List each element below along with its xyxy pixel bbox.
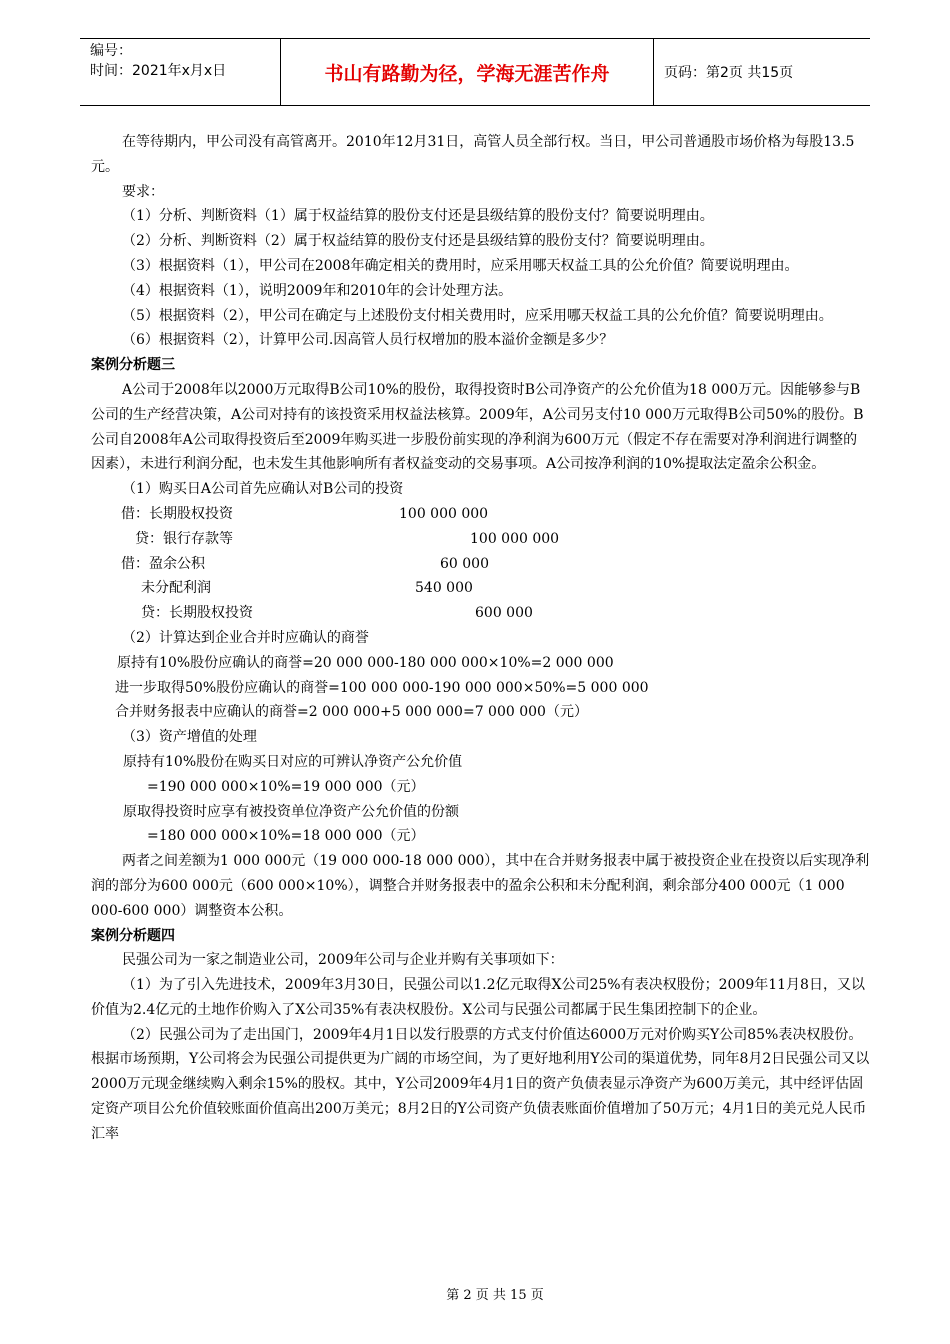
entry-amount: 600 000 (475, 605, 533, 622)
calc-line: =180 000 000×10%=18 000 000（元） (147, 828, 425, 845)
entry-label: 贷：银行存款等 (135, 530, 233, 547)
case4-title: 案例分析题四 (91, 927, 175, 944)
calc-line: 原持有10%股份应确认的商誉=20 000 000-180 000 000×10%=2 000 000 (117, 654, 614, 671)
calc-line: 进一步取得50%股份应确认的商誉=100 000 000-190 000 000×50%=5 000 000 (115, 679, 649, 696)
header-meta (80, 39, 281, 105)
calc-line: =190 000 000×10%=19 000 000（元） (147, 778, 425, 795)
question-3: （3）根据资料（1），甲公司在2008年确定相关的费用时，应采用哪天权益工具的公允价值？简要说明理由。 (122, 257, 799, 274)
case3-title: 案例分析题三 (91, 357, 175, 374)
calc-line: 合并财务报表中应确认的商誉=2 000 000+5 000 000=7 000 000（元） (115, 704, 588, 721)
entry-amount: 100 000 000 (470, 530, 560, 547)
case4-paragraph: （1）为了引入先进技术，2009年3月30日，民强公司以1.2亿元取得X公司25%有表决权股份；2009年11月8日，又以价值为2.4亿元的土地作价购入了X公司35%有表决权股份。X公司与民强公司都属于民生集团控制下的企业。 (91, 977, 865, 1018)
entry-label: 未分配利润 (141, 580, 211, 597)
case4-paragraph: （2）民强公司为了走出国门，2009年4月1日以发行股票的方式支付价值达6000万元对价购买Y公司85%表决权股份。根据市场预期，Y公司将会为民强公司提供更为广阔的市场空间，为了更好地利用Y公司的渠道优势，同年8月2日民强公司又以2000万元现金继续购入剩余15%的股权。其中，Y公司2009年4月1日的资产负债表显示净资产为600万美元，其中经评估固定资产项目公允价值较账面价值高出200万美元；8月2日的Y公司资产负债表账面价值增加了50万元；4月1日的美元兑人民币汇率 (91, 1026, 870, 1142)
calc-paragraph: 两者之间差额为1 000 000元（19 000 000-18 000 000），其中在合并财务报表中属于被投资企业在投资以后实现净利润的部分为600 000元（600 000×10%），调整合并财务报表中的盈余公积和未分配利润，剩余部分400 000元（1 000 000-600 000）调整资本公积。 (91, 853, 870, 919)
journal-entry (91, 601, 871, 626)
calc-line: 原取得投资时应享有被投资单位净资产公允价值的份额 (123, 803, 459, 820)
journal-entry (91, 576, 871, 601)
journal-entry (91, 527, 871, 552)
journal-entry (91, 552, 871, 577)
case3-paragraph: A公司于2008年以2000万元取得B公司10%的股份，取得投资时B公司净资产的公允价值为18 000万元。因能够参与B公司的生产经营决策，A公司对持有的该投资采用权益法核算。2009年，A公司另支付10 000万元取得B公司50%的股份。B公司自2008年A公司取得投资后至2009年购买进一步股份前实现的净利润为600万元（假定不存在需要对净利润进行调整的因素），未进行利润分配，也未发生其他影响所有者权益变动的交易事项。A公司按净利润的10%提取法定盈余公积金。 (91, 381, 864, 473)
number-label: 编号： (90, 43, 132, 59)
header-motto: 书山有路勤为径，学海无涯苦作舟 (281, 39, 654, 105)
entry-amount: 100 000 000 (399, 505, 489, 522)
entry-label: 借：长期股权投资 (121, 505, 233, 522)
step-1: （1）购买日A公司首先应确认对B公司的投资 (122, 481, 404, 498)
question-5: （5）根据资料（2），甲公司在确定与上述股份支付相关费用时，应采用哪天权益工具的公允价值？简要说明理由。 (122, 307, 833, 324)
entry-label: 贷：长期股权投资 (141, 605, 253, 622)
question-1: （1）分析、判断资料（1）属于权益结算的股份支付还是县级结算的股份支付？简要说明理由。 (122, 208, 714, 225)
entry-amount: 540 000 (415, 580, 473, 597)
question-4: （4）根据资料（1），说明2009年和2010年的会计处理方法。 (122, 282, 513, 299)
header-page-label: 页码：第2页 共15页 (664, 65, 794, 81)
calc-line: 原持有10%股份在购买日对应的可辨认净资产公允价值 (123, 753, 463, 770)
entry-label: 借：盈余公积 (121, 555, 205, 572)
time-label: 时间：2021年x月x日 (90, 63, 227, 79)
step-3: （3）资产增值的处理 (122, 729, 257, 746)
step-2: （2）计算达到企业合并时应确认的商誉 (122, 629, 369, 646)
document-body (91, 130, 871, 1147)
page-footer: 第 2 页 共 15 页 (446, 1288, 544, 1303)
case4-paragraph: 民强公司为一家之制造业公司，2009年公司与企业并购有关事项如下： (122, 952, 564, 969)
journal-entry (91, 502, 871, 527)
question-6: （6）根据资料（2），计算甲公司.因高管人员行权增加的股本溢价金额是多少？ (122, 332, 614, 349)
requirements-label: 要求： (122, 183, 164, 200)
page-header (80, 38, 870, 106)
paragraph: 在等待期内，甲公司没有高管离开。2010年12月31日，高管人员全部行权。当日，甲公司普通股市场价格为每股13.5元。 (91, 134, 855, 175)
entry-amount: 60 000 (440, 555, 489, 572)
question-2: （2）分析、判断资料（2）属于权益结算的股份支付还是县级结算的股份支付？简要说明理由。 (122, 233, 714, 250)
